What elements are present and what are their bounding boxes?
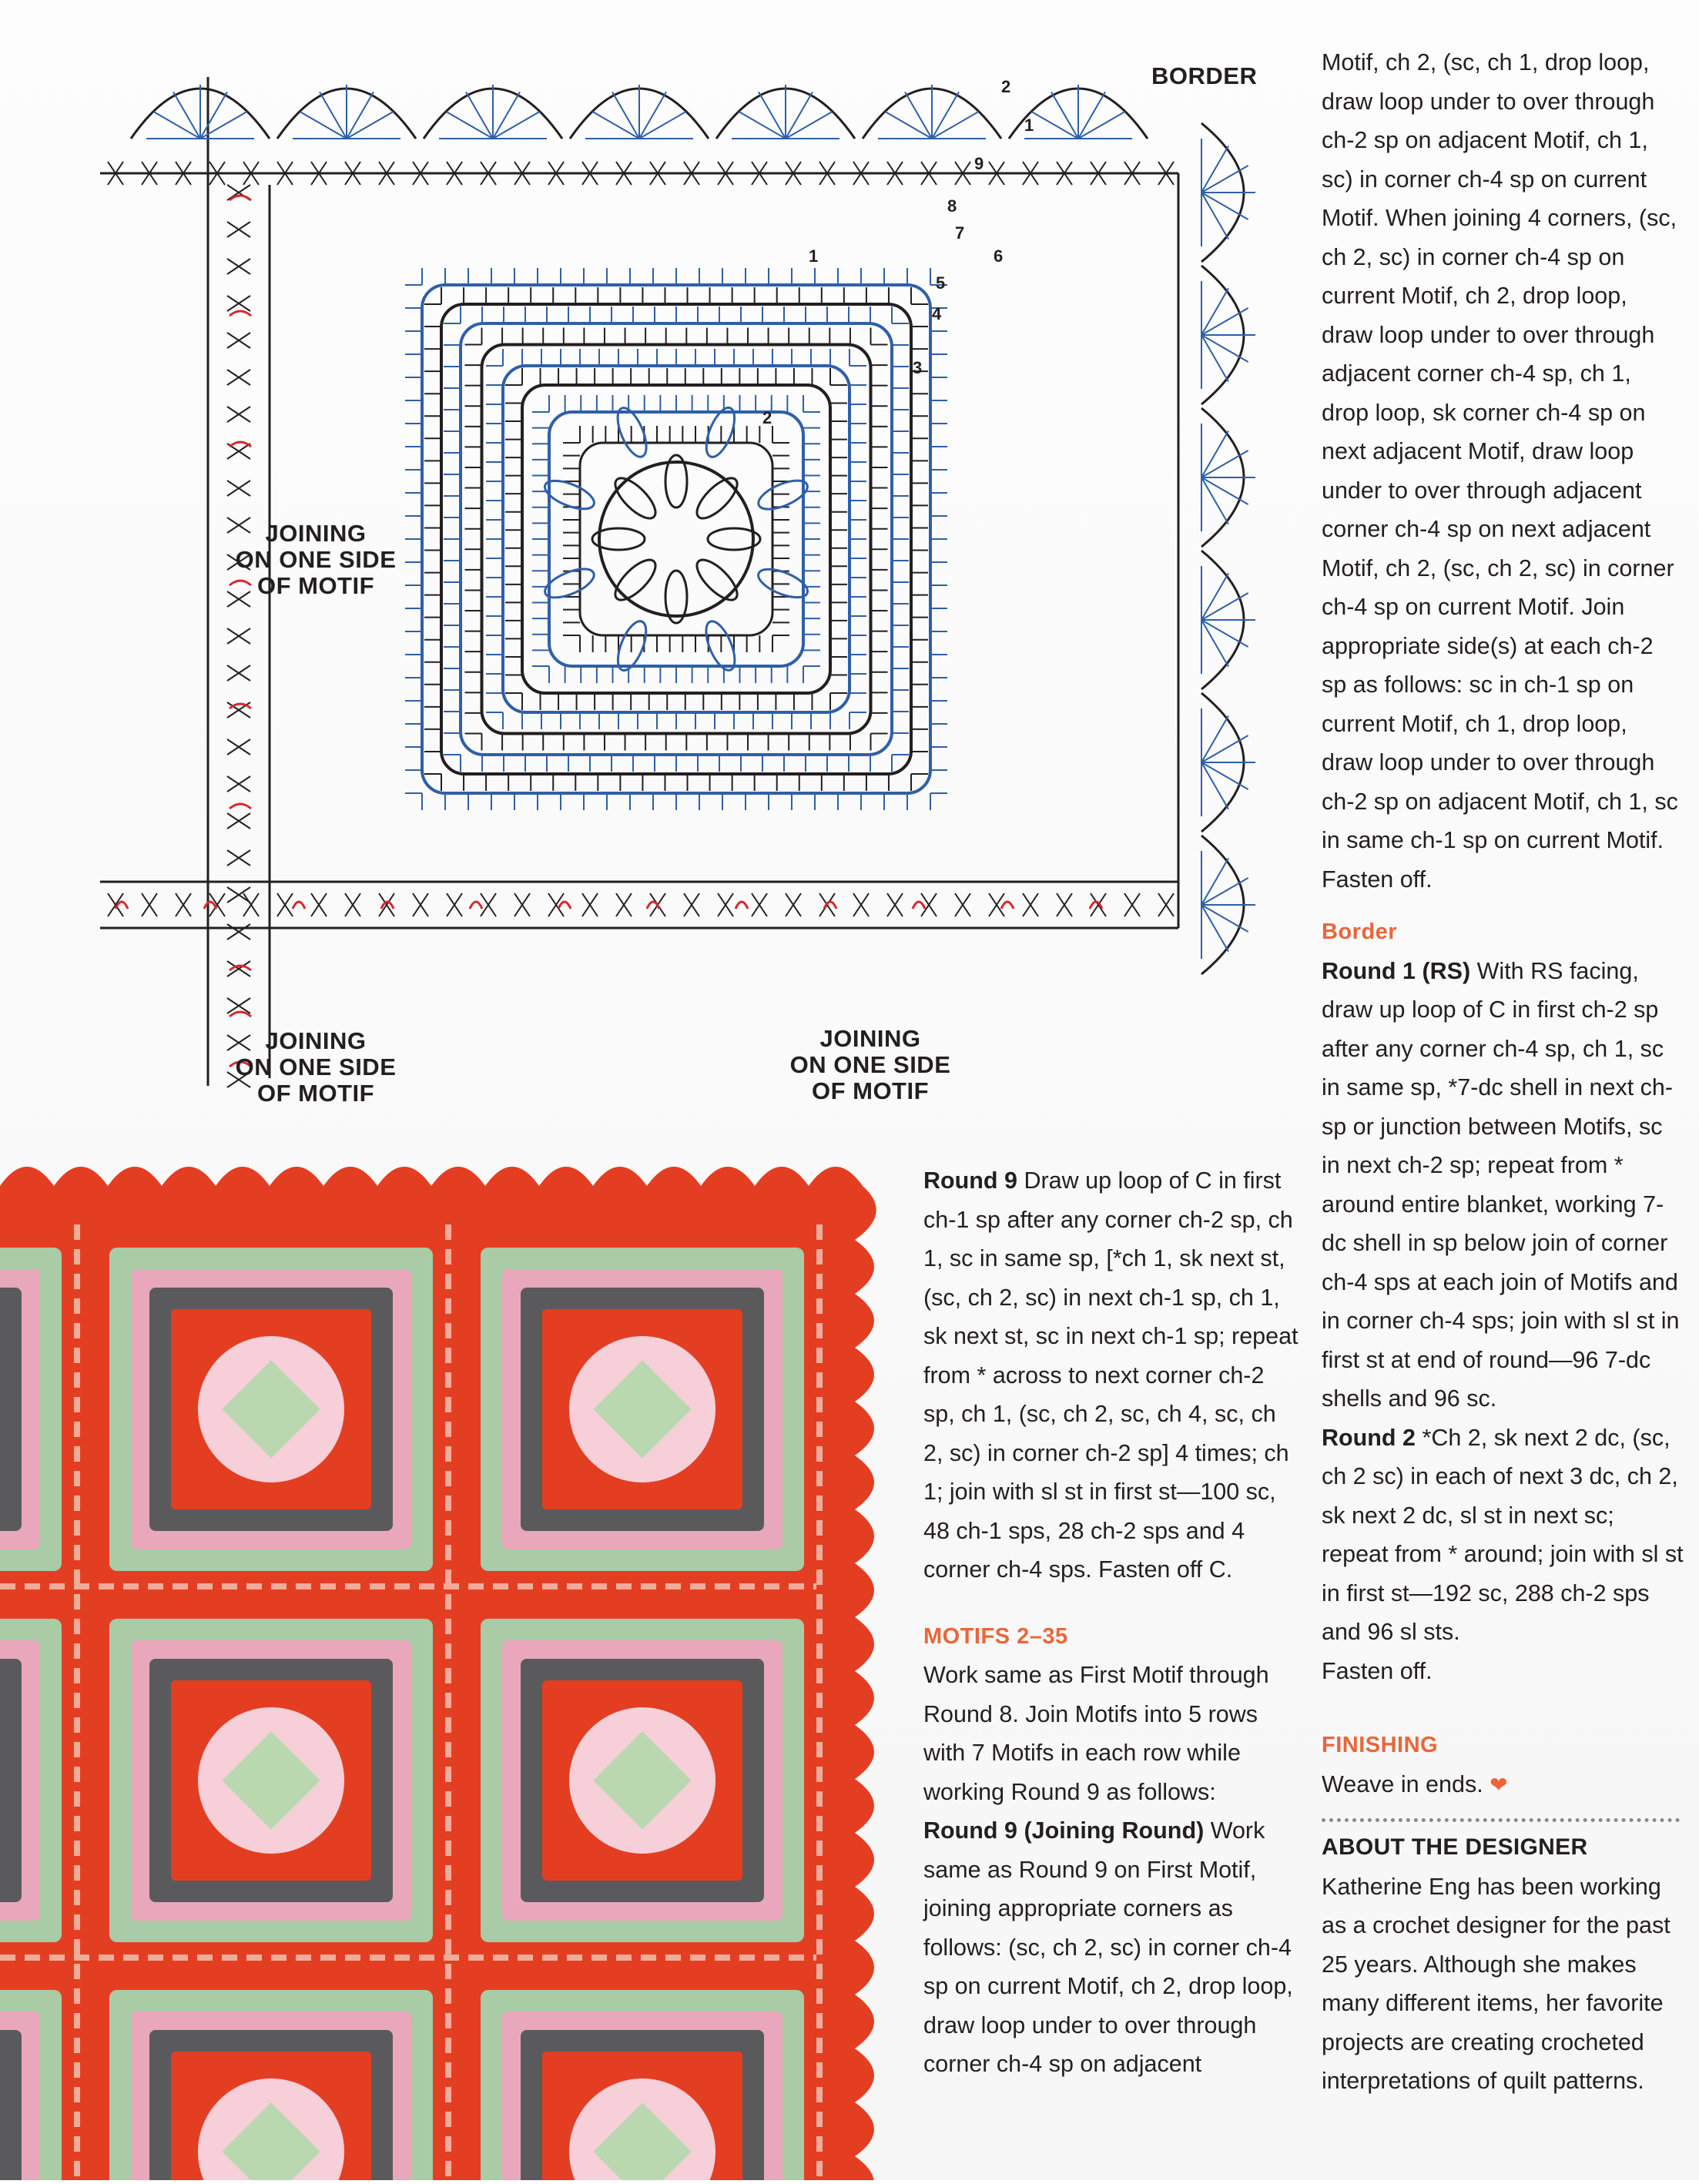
motifs-heading: MOTIFS 2–35	[923, 1623, 1068, 1649]
sc-cross	[227, 813, 250, 829]
sc-cross	[227, 222, 250, 237]
joining-instructions-paragraph: Motif, ch 2, (sc, ch 1, drop loop, draw loop under to over through ch-2 sp on adjacent Motif, ch 1, sc) in corner ch-4 sp on current Motif. When joining 4 corners, (sc, ch 2, sc) in corner ch-4 sp on current Motif, ch 2, drop loop, draw loop under to over through adjacent corner ch-4 sp, ch 1, drop loop, sk corner ch-4 sp on next adjacent Motif, draw loop under to over through adjacent corner ch-4 sp on next adjacent Motif, ch 2, (sc, ch 2, sc) in corner ch-4 sp on current Motif. Join appropriate side(s) at each ch-2 sp as follows: sc in ch-1 sp on current Motif, ch 1, drop loop, draw loop under to over through ch-2 sp on adjacent Motif, ch 1, sc in same ch-1 sp on current Motif.	[1322, 49, 1678, 853]
sc-cross	[277, 893, 293, 916]
sc-cross	[227, 628, 250, 644]
round-2-text: *Ch 2, sk next 2 dc, (sc, ch 2 sc) in each of next 3 dc, ch 2, sk next 2 dc, sl st in next sc; repeat from * around; join with sl st in first st—192 sc, 288 ch-2 sps and 96 sl sts.	[1322, 1424, 1684, 1645]
sc-cross	[227, 481, 250, 496]
designer-heading: ABOUT THE DESIGNER	[1322, 1834, 1588, 1860]
sc-cross	[209, 893, 225, 916]
joining-label-left: JOINING ON ONE SIDE OF MOTIF	[235, 520, 397, 599]
border-round-1	[1322, 952, 1684, 1419]
sc-cross	[345, 893, 360, 916]
sc-cross	[616, 893, 632, 916]
round-number-label: 2	[1001, 77, 1011, 96]
instructions-middle-column	[923, 1161, 1301, 2084]
sc-cross	[176, 893, 191, 916]
sc-cross	[887, 893, 903, 916]
join-arrow	[1001, 902, 1014, 909]
blanket-photo-image	[0, 1155, 893, 2180]
sc-cross	[955, 893, 970, 916]
finishing-text: Weave in ends.	[1322, 1770, 1483, 1797]
round-outline	[461, 323, 892, 755]
sc-cross	[311, 893, 327, 916]
joining-label-bottom-middle: JOINING ON ONE SIDE OF MOTIF	[789, 1025, 951, 1104]
petal-stitch	[691, 472, 743, 524]
round-outline	[441, 304, 911, 774]
round-1-label: Round 1 (RS)	[1322, 957, 1471, 984]
border-round-2	[1322, 1419, 1684, 1652]
sc-cross	[227, 296, 250, 311]
round-9-paragraph	[923, 1161, 1301, 1589]
heart-icon: ❤	[1490, 1772, 1508, 1797]
fasten-off-text: Fasten off.	[1322, 866, 1433, 893]
border-heading: Border	[1322, 919, 1398, 944]
sc-cross	[481, 893, 496, 916]
sc-cross	[1057, 893, 1072, 916]
join-arrow	[558, 902, 571, 909]
crochet-chart	[85, 31, 1286, 1124]
sc-cross	[1124, 893, 1140, 916]
sc-cross	[227, 887, 250, 903]
petal-stitch	[691, 554, 743, 606]
center-ring	[599, 462, 753, 616]
sc-cross	[227, 370, 250, 385]
round-1-text: With RS facing, draw up loop of C in first ch-2 sp after any corner ch-4 sp, ch 1, sc in same sp, *7-dc shell in next ch-sp or junction between Motifs, sc in next ch-2 sp; repeat from * around entire blanket, working 7-dc shell in sp below join of corner ch-4 sps at each join of Motifs and in corner ch-4 sps; join with sl st in first st at end of round—96 7-dc shells and 96 sc.	[1322, 957, 1680, 1412]
sc-cross	[227, 333, 250, 348]
round-number-label: 5	[936, 273, 946, 293]
sc-cross	[227, 850, 250, 866]
joining-round-paragraph	[923, 1811, 1301, 2084]
sc-cross	[582, 893, 598, 916]
petal-stitch	[609, 554, 662, 606]
round-number-label: 8	[947, 196, 957, 216]
round-number-label: 2	[762, 408, 772, 427]
sc-cross	[142, 893, 157, 916]
sc-cross	[1023, 893, 1038, 916]
join-arrow	[736, 902, 748, 909]
sc-cross	[227, 407, 250, 422]
motif-grey-round	[0, 1659, 22, 1902]
round-number-label: 6	[994, 246, 1004, 266]
round-number-label: 1	[809, 246, 819, 266]
instructions-right-column	[1322, 43, 1684, 2101]
petal-stitch	[609, 472, 662, 524]
round-number-label: 4	[932, 304, 942, 323]
sc-cross	[227, 259, 250, 274]
blanket-photo	[0, 1155, 893, 2180]
motif-grey-round	[0, 2030, 22, 2180]
motif-grey-round	[0, 1288, 22, 1531]
sc-cross	[227, 776, 250, 792]
join-arrow	[470, 902, 482, 909]
join-arrow	[230, 311, 251, 316]
sc-cross	[227, 924, 250, 940]
joining-label-bottom-left: JOINING ON ONE SIDE OF MOTIF	[235, 1027, 397, 1107]
round-9-label: Round 9	[923, 1167, 1017, 1194]
round-outline	[522, 385, 830, 693]
join-arrow	[293, 902, 305, 909]
fasten-off-text-2: Fasten off.	[1322, 1657, 1433, 1684]
sc-cross	[227, 739, 250, 755]
join-arrow	[913, 902, 925, 909]
finishing-heading: FINISHING	[1322, 1733, 1439, 1757]
sc-cross	[413, 893, 428, 916]
motifs-text: Work same as First Motif through Round 8. Join Motifs into 5 rows with 7 Motifs in each row while working Round 9 as follows:	[923, 1662, 1269, 1805]
round-number-label: 3	[913, 358, 923, 377]
sc-cross	[684, 893, 699, 916]
round-number-label: 9	[974, 154, 984, 173]
round-2-label: Round 2	[1322, 1424, 1416, 1451]
designer-bio: Katherine Eng has been working as a crochet designer for the past 25 years. Although she makes many different items, her favorite projects are creating crocheted interpretations of quilt patterns.	[1322, 1873, 1671, 2094]
sc-cross	[514, 893, 530, 916]
finishing-text-line	[1322, 1765, 1684, 1805]
sc-cross	[752, 893, 767, 916]
sc-cross	[853, 893, 869, 916]
sc-cross	[447, 893, 462, 916]
join-arrow	[230, 804, 251, 809]
border-label: BORDER	[1151, 62, 1258, 89]
sc-cross	[243, 893, 259, 916]
sc-cross	[718, 893, 733, 916]
sc-cross	[227, 665, 250, 681]
round-number-label: 1	[1024, 116, 1034, 135]
join-arrow	[647, 902, 659, 909]
sc-cross	[108, 893, 123, 916]
round-number-label: 7	[955, 223, 965, 243]
sc-cross	[1158, 893, 1174, 916]
sc-cross	[786, 893, 801, 916]
joining-round-text: Work same as Round 9 on First Motif, joining appropriate corners as follows: (sc, ch 2, sc) in corner ch-4 sp on current Motif, ch 2, drop loop, draw loop under to over through corner ch-4 sp on adjacent	[923, 1817, 1293, 2077]
designer-divider	[1322, 1818, 1680, 1822]
round-outline	[580, 443, 772, 635]
joining-round-label: Round 9 (Joining Round)	[923, 1817, 1205, 1844]
round-9-text: Draw up loop of C in first ch-1 sp after any corner ch-2 sp, ch 1, sc in same sp, [*ch 1, sk next st, (sc, ch 2, sc) in next ch-1 sp, ch 1, sk next st, sc in next ch-1 sp; repeat from * across to next corner ch-2 sp, ch 1, (sc, ch 2, sc, ch 4, sc, ch 2, sc) in corner ch-2 sp] 4 times; ch 1; join with sl st in first st—100 sc, 48 ch-1 sps, 28 ch-2 sps and 4 corner ch-4 sps. Fasten off C.	[923, 1167, 1299, 1583]
